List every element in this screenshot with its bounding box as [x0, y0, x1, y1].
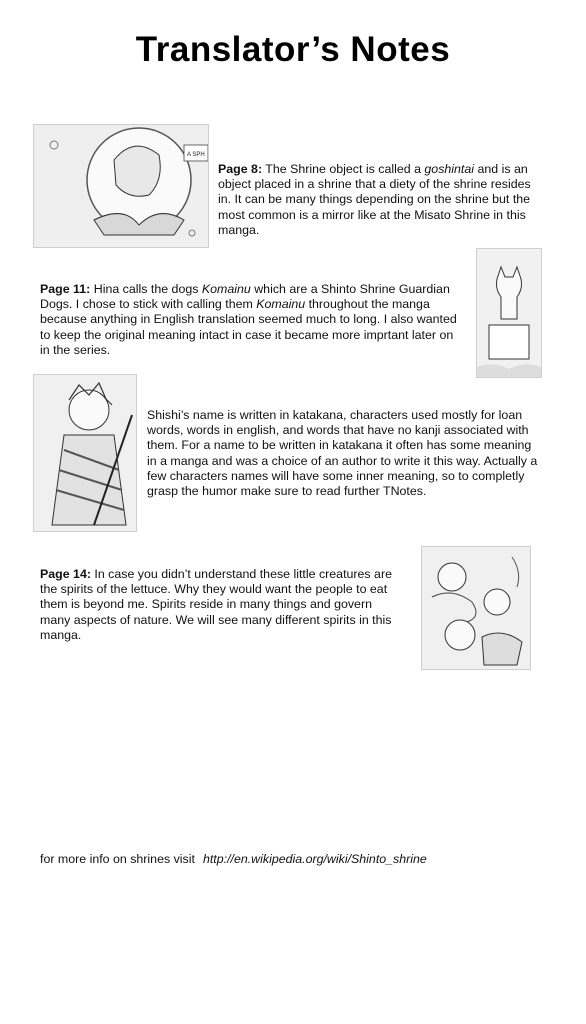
- note-text: and is an object placed in a shrine that a diety of the shrine resides in. It can be many things depending on the shrine but the most common is a mirror like at the Misato Shrine in this manga.: [218, 162, 531, 237]
- komainu-illustration: [477, 249, 541, 377]
- note-label: Page 8:: [218, 162, 263, 176]
- note-term: goshintai: [424, 162, 475, 176]
- note-term: Komainu: [256, 297, 306, 312]
- note-page-8: [218, 162, 536, 238]
- mirror-illustration: [34, 125, 208, 247]
- note-page-14: [40, 567, 402, 643]
- manga-panel-spirits: [421, 546, 531, 670]
- note-text: Hina calls the dogs: [90, 282, 202, 296]
- note-text: Shishi’s name is written in katakana, characters used mostly for loan words, words in english, and words that have no kanji associated with them. For a name to be written in katakana it often has some meaning in a manga and was a choice of an author to write it this way. Actually a few characters names will have some inner meaning, so to completly grasp the humor make sure to read further TNotes.: [147, 408, 538, 499]
- manga-panel-komainu: [476, 248, 542, 378]
- note-label: Page 11:: [40, 282, 91, 296]
- note-page-11: [40, 282, 460, 358]
- shishi-illustration: [34, 375, 136, 531]
- page-title: Translator’s Notes: [135, 30, 451, 69]
- footer-more-info: [40, 852, 427, 866]
- note-shishi: [147, 408, 539, 499]
- note-text: throughout the manga because anything in English translation seemed much to long. I also wanted to keep the original meaning intact in case it became more imprtant later on in the series.: [40, 297, 457, 357]
- manga-panel-shishi: [33, 374, 137, 532]
- lettuce-spirits-illustration: [422, 547, 530, 669]
- footer-text: for more info on shrines visit: [40, 852, 195, 866]
- note-term: Komainu: [201, 282, 251, 296]
- note-label: Page 14:: [40, 567, 91, 581]
- panel-speech-text: A SPH: [187, 152, 205, 158]
- note-text: which are a Shinto Shrine Guardian Dogs. I chose to stick with calling them: [40, 282, 450, 312]
- note-text: The Shrine object is called a: [262, 162, 425, 176]
- footer-url: http://en.wikipedia.org/wiki/Shinto_shrine: [202, 852, 427, 866]
- manga-panel-mirror: [33, 124, 209, 248]
- note-text: In case you didn’t understand these little creatures are the spirits of the lettuce. Why they would want the people to eat them is beyond me. Spirits reside in many things and govern many aspects of nature. We will see many different spirits in this manga.: [40, 567, 392, 642]
